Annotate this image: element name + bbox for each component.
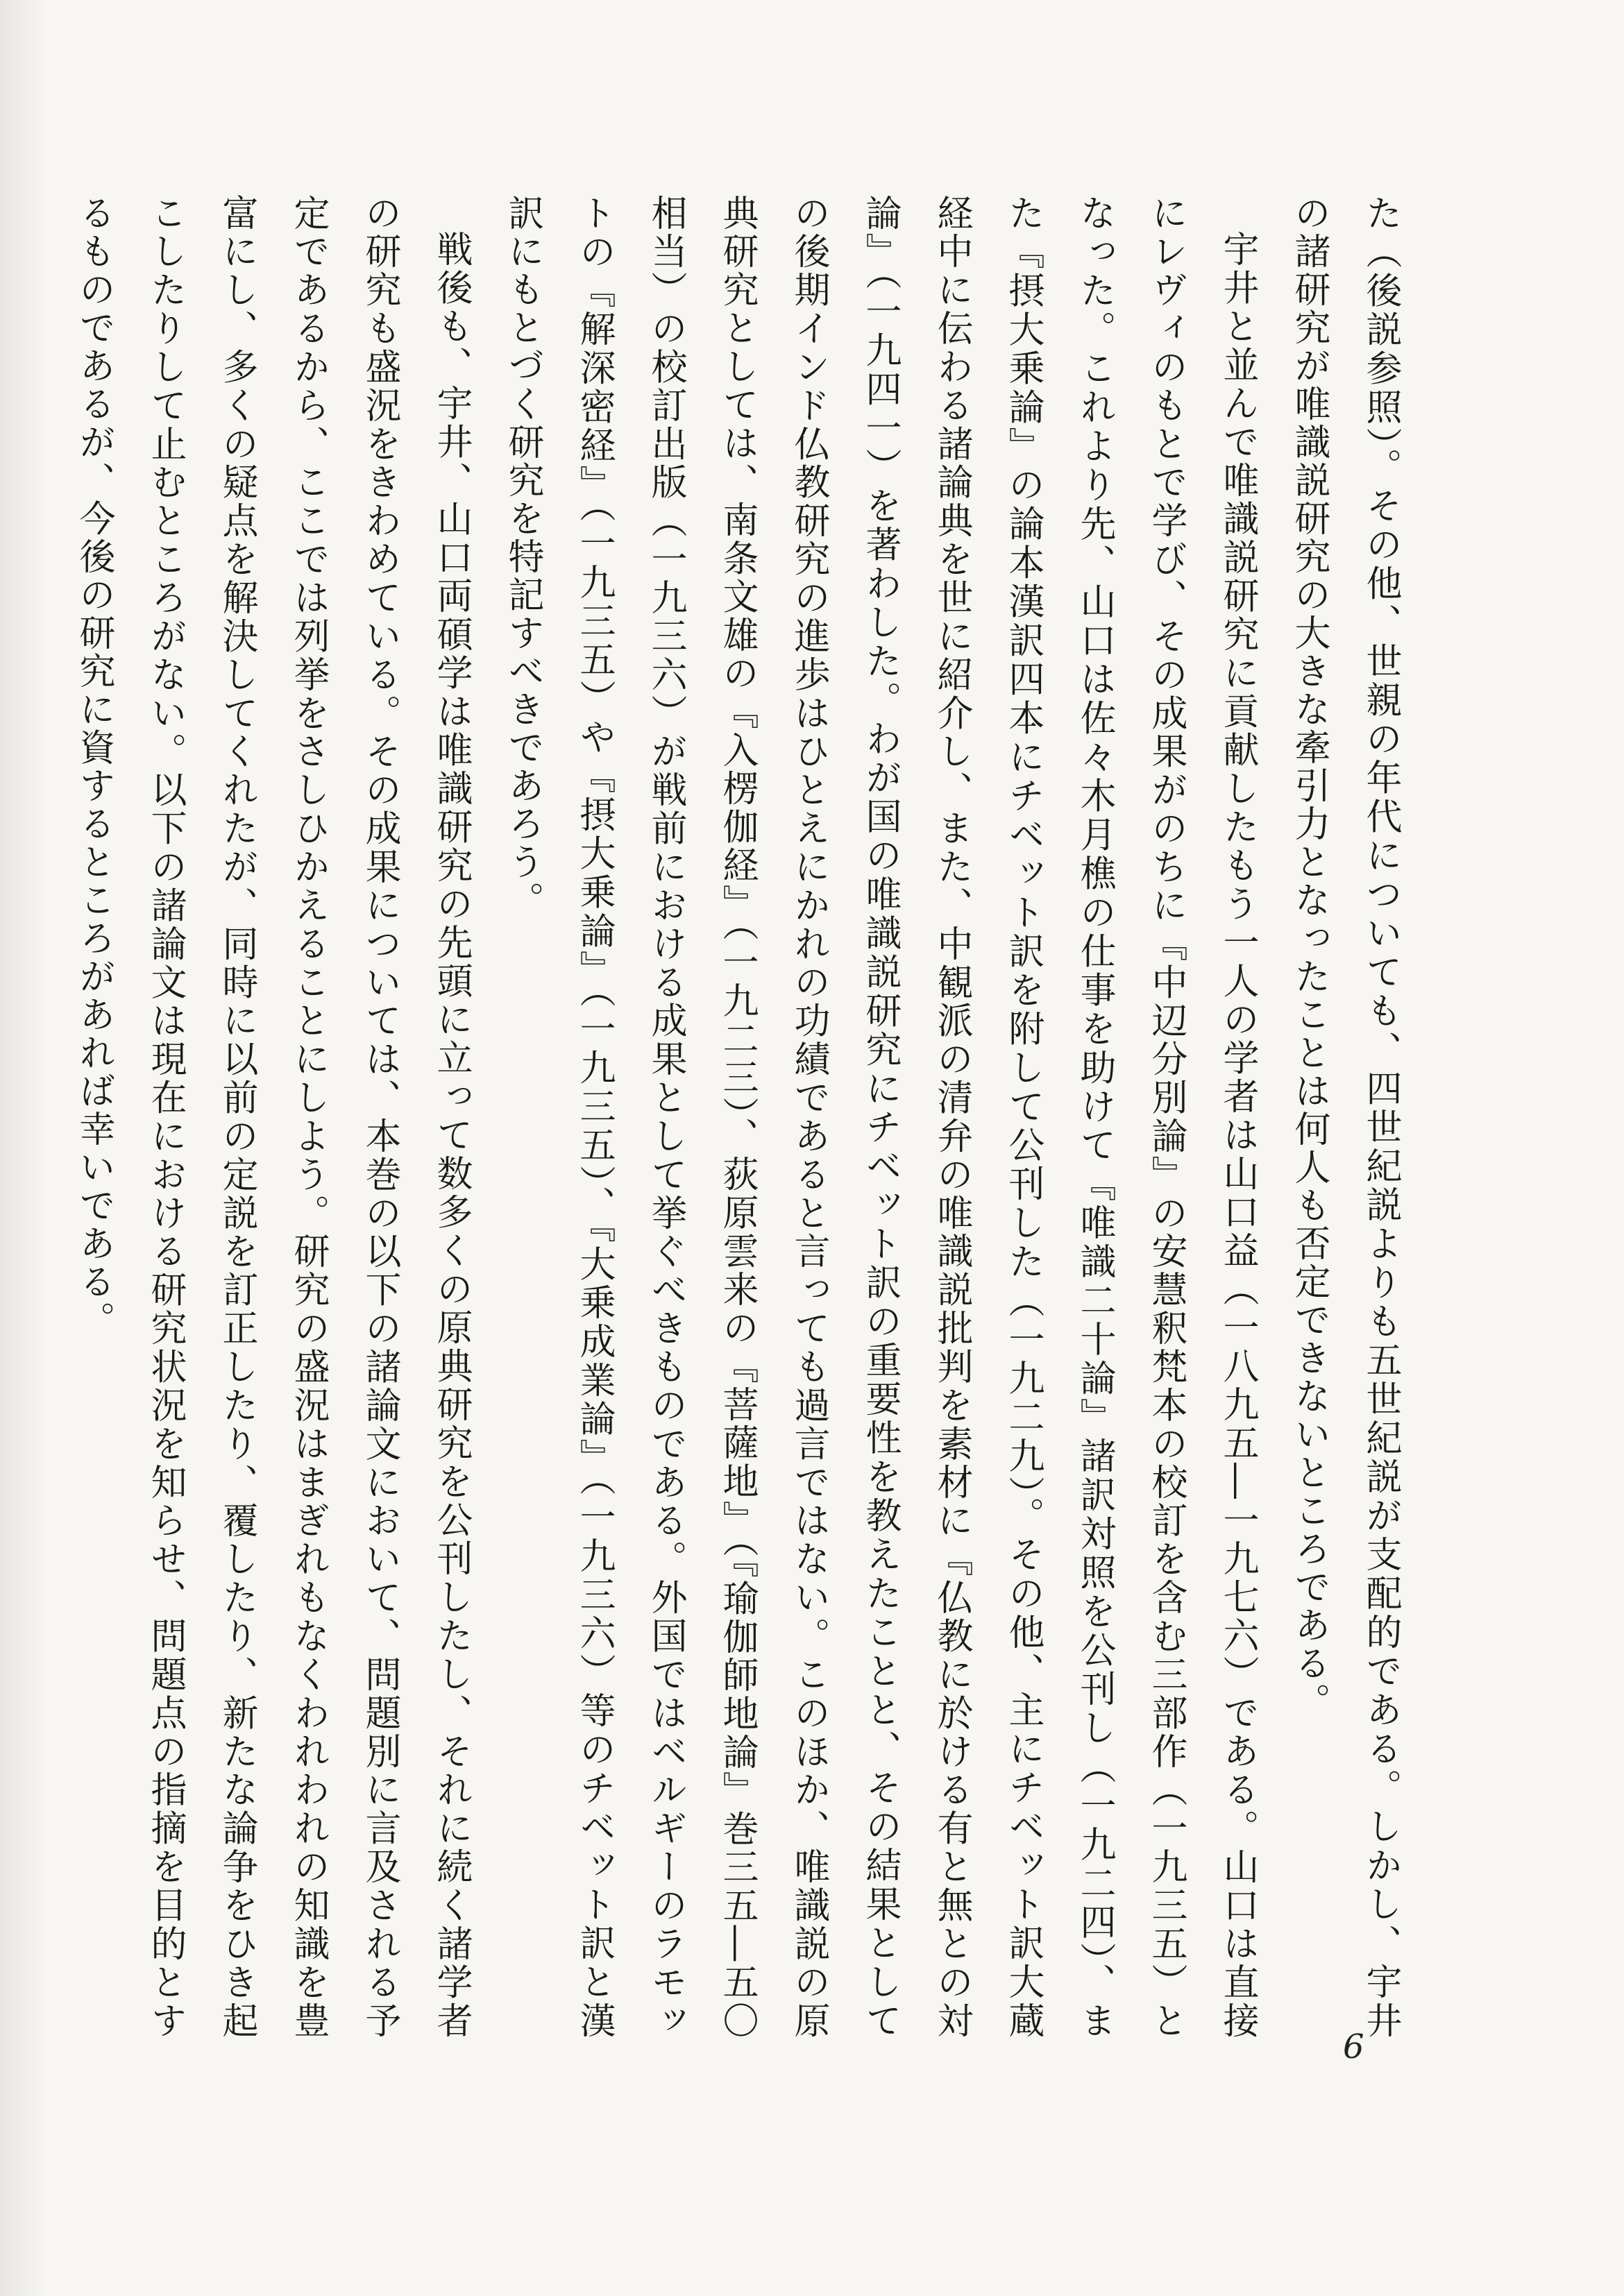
paragraph-2: 宇井と並んで唯識説研究に貢献したもう一人の学者は山口益（一八九五―一九七六）である。山口は直接にレヴィのもとで学び、その成果がのちに『中辺分別論』の安慧釈梵本の校訂を含む三部作（一九三五）となった。これより先、山口は佐々木月樵の仕事を助けて『唯識二十論』諸訳対照を公刊し（一九二四）、また『摂大乗論』の論本漢訳四本にチベット訳を附して公刊した（一九二九）。その他、主にチベット訳大蔵経中に伝わる諸論典を世に紹介し、また、中観派の清弁の唯識説批判を素材に『仏教に於ける有と無との対論』（一九四一）を著わした。わが国の唯識説研究にチベット訳の重要性を教えたことと、その結果としての後期インド仏教研究の進歩はひとえにかれの功績であると言っても過言ではない。このほか、唯識説の原典研究としては、南条文雄の『入楞伽経』（一九二三）、荻原雲来の『菩薩地』（『瑜伽師地論』巻三五―五〇相当）の校訂出版（一九三六）が戦前における成果として挙ぐべきものである。外国ではベルギーのラモットの『解深密経』（一九三五）や『摂大乗論』（一九三五）、『大乗成業論』（一九三六）等のチベット訳と漢訳にもとづく研究を特記すべきであろう。: [502, 194, 1258, 2041]
page-number: 6: [1343, 2027, 1364, 2066]
paragraph-3: 戦後も、宇井、山口両碩学は唯識研究の先頭に立って数多くの原典研究を公刊したし、それに続く諸学者の研究も盛況をきわめている。その成果については、本巻の以下の諸論文において、問題別に言及される予定であるから、ここでは列挙をさしひかえることにしよう。研究の盛況はまぎれもなくわれわれの知識を豊富にし、多くの疑点を解決してくれたが、同時に以前の定説を訂正したり、覆したり、新たな論争をひき起こしたりして止むところがない。以下の諸論文は現在における研究状況を知らせ、問題点の指摘を目的とするものであるが、今後の研究に資するところがあれば幸いである。: [73, 194, 472, 2041]
scan-edge: [0, 0, 49, 2296]
paragraph-1: た（後説参照）。その他、世親の年代についても、四世紀説よりも五世紀説が支配的である。しかし、宇井の諸研究が唯識説研究の大きな牽引力となったことは何人も否定できないところである。: [1288, 194, 1401, 2041]
body-text: [73, 194, 1416, 2041]
